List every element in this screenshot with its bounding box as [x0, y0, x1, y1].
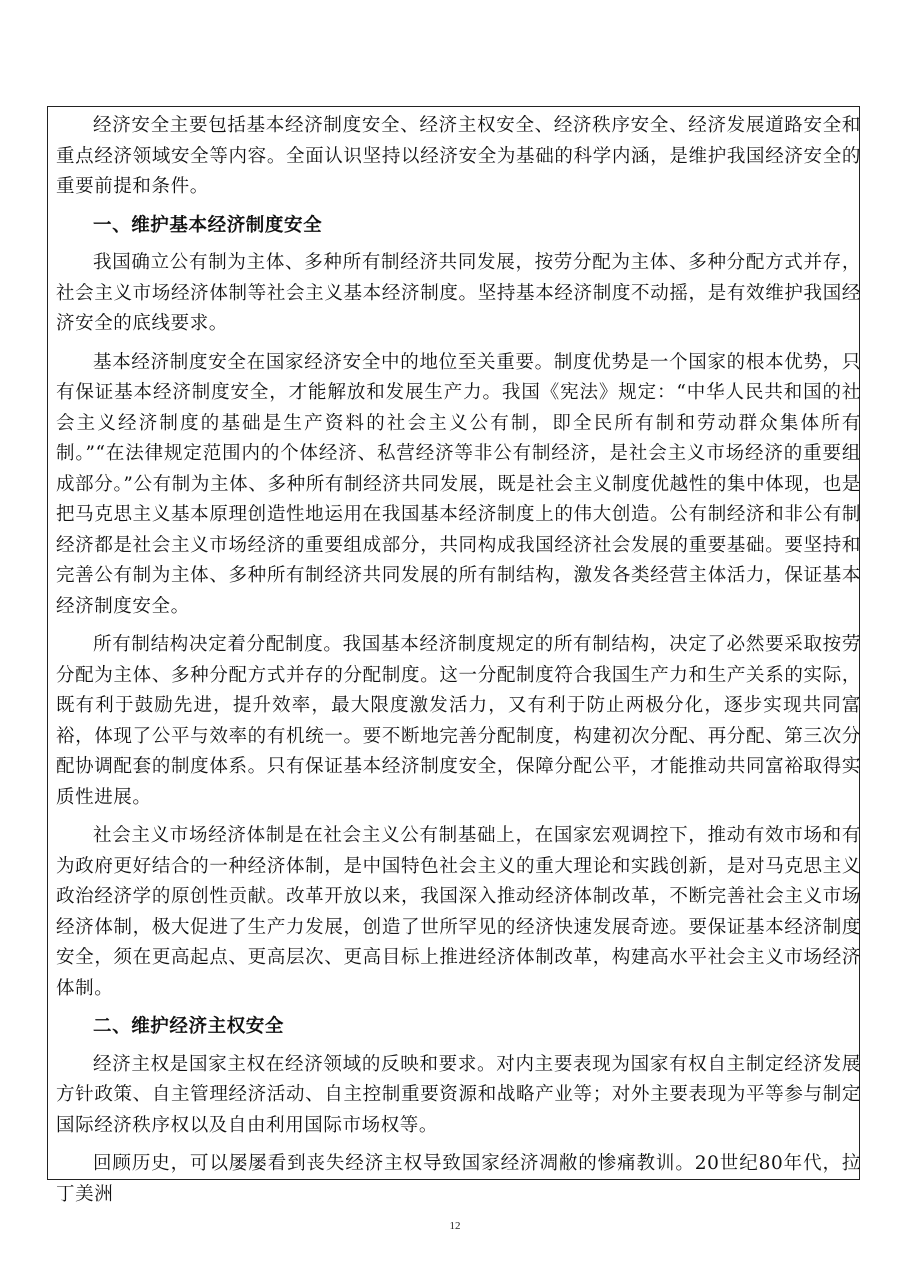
paragraph-economic-sovereignty-definition: 经济主权是国家主权在经济领域的反映和要求。对内主要表现为国家有权自主制定经济发展方针政策、自主管理经济活动、自主控制重要资源和战略产业等；对外主要表现为平等参与制定国际经济秩序权以及自由利用国际市场权等。 — [56, 1053, 861, 1136]
paragraph-distribution-system: 所有制结构决定着分配制度。我国基本经济制度规定的所有制结构，决定了必然要采取按劳分配为主体、多种分配方式并存的分配制度。这一分配制度符合我国生产力和生产关系的实际，既有利于鼓励先进，提升效率，最大限度激发活力，又有利于防止两极分化，逐步实现共同富裕，体现了公平与效率的有机统一。要不断地完善分配制度，构建初次分配、再分配、第三次分配协调配套的制度体系。只有保证基本经济制度安全，保障分配公平，才能推动共同富裕取得实质性进展。 — [56, 634, 861, 808]
section-heading-economic-sovereignty: 二、维护经济主权安全 — [93, 1016, 285, 1037]
section-heading-basic-economic-system: 一、维护基本经济制度安全 — [93, 214, 323, 236]
paragraph-basic-system-importance: 基本经济制度安全在国家经济安全中的地位至关重要。制度优势是一个国家的根本优势，只有保证基本经济制度安全，才能解放和发展生产力。我国《宪法》规定：“中华人民共和国的社会主义经济制度的基础是生产资料的社会主义公有制，即全民所有制和劳动群众集体所有制。”“在法律规定范围内的个体经济、私营经济等非公有制经济，是社会主义市场经济的重要组成部分。”公有制为主体、多种所有制经济共同发展，既是社会主义制度优越性的集中体现，也是把马克思主义基本原理创造性地运用在我国基本经济制度上的伟大创造。公有制经济和非公有制经济都是社会主义市场经济的重要组成部分，共同构成我国经济社会发展的重要基础。要坚持和完善公有制为主体、多种所有制经济共同发展的所有制结构，激发各类经营主体活力，保证基本经济制度安全。 — [56, 351, 861, 617]
paragraph-intro: 经济安全主要包括基本经济制度安全、经济主权安全、经济秩序安全、经济发展道路安全和重点经济领域安全等内容。全面认识坚持以经济安全为基础的科学内涵，是维护我国经济安全的重要前提和条件。 — [56, 115, 861, 197]
paragraph-basic-system-definition: 我国确立公有制为主体、多种所有制经济共同发展，按劳分配为主体、多种分配方式并存，社会主义市场经济体制等社会主义基本经济制度。坚持基本经济制度不动摇，是有效维护我国经济安全的底线要求。 — [56, 252, 861, 334]
page-number: 12 — [449, 1220, 461, 1232]
document-content — [56, 111, 861, 1218]
paragraph-market-economy-system: 社会主义市场经济体制是在社会主义公有制基础上，在国家宏观调控下，推动有效市场和有为政府更好结合的一种经济体制，是中国特色社会主义的重大理论和实践创新，是对马克思主义政治经济学的原创性贡献。改革开放以来，我国深入推动经济体制改革，不断完善社会主义市场经济体制，极大促进了生产力发展，创造了世所罕见的经济快速发展奇迹。要保证基本经济制度安全，须在更高起点、更高层次、更高目标上推进经济体制改革，构建高水平社会主义市场经济体制。 — [56, 825, 861, 999]
document-frame — [47, 106, 861, 1205]
paragraph-history-lessons: 回顾历史，可以屡屡看到丧失经济主权导致国家经济凋敝的惨痛教训。20世纪80年代，拉丁美洲 — [56, 1153, 861, 1205]
